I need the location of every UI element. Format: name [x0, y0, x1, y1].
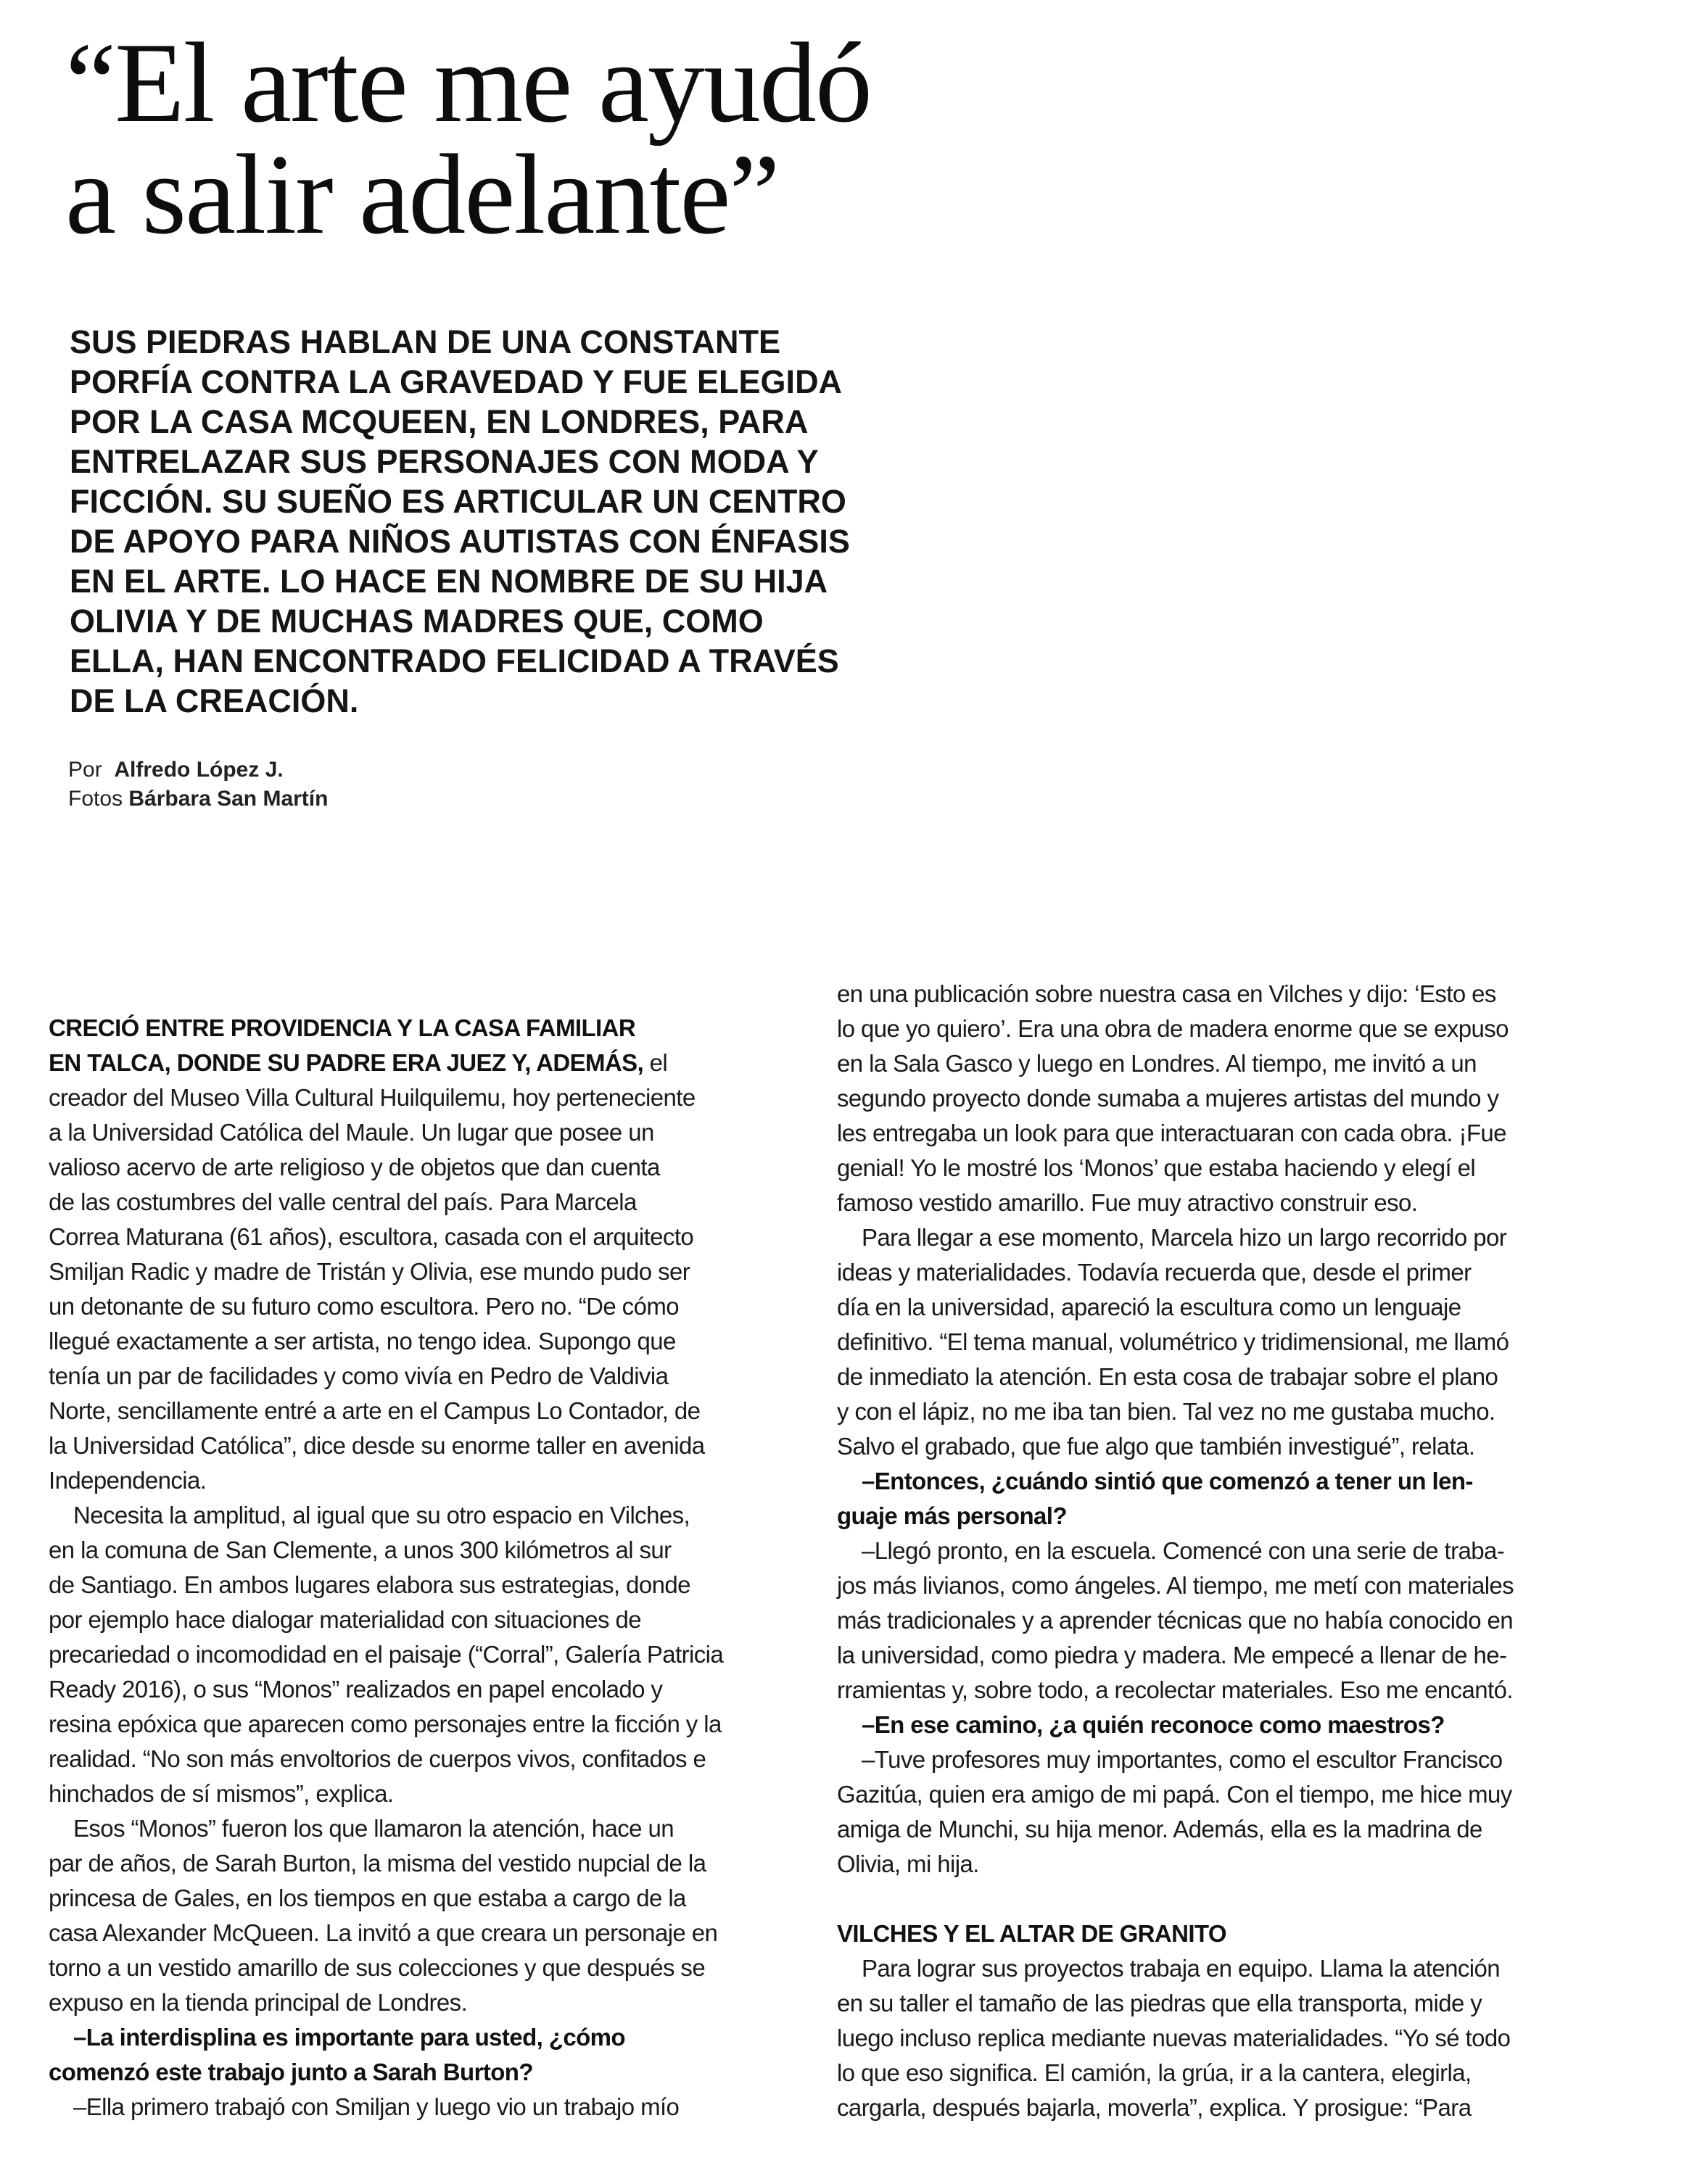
regular-text: Salvo el grabado, que fue algo que también investigué”, relata.	[837, 1433, 1475, 1460]
bold-text: –En ese camino, ¿a quién reconoce como maestros?	[862, 1711, 1445, 1738]
body-text-line	[49, 1289, 723, 1324]
regular-text: –Llegó pronto, en la escuela. Comencé con una serie de traba-	[862, 1537, 1505, 1564]
author-name: Alfredo López J.	[114, 758, 284, 782]
regular-text: expuso en la tienda principal de Londres.	[49, 1989, 468, 2016]
body-text-line	[837, 1638, 1514, 1673]
deck-line: OLIVIA Y DE MUCHAS MADRES QUE, COMO	[70, 603, 764, 640]
regular-text: genial! Yo le mostré los ‘Monos’ que estaba haciendo y elegí el	[837, 1154, 1476, 1181]
author-credit	[68, 756, 328, 785]
bold-text: CRECIÓ ENTRE PROVIDENCIA Y LA CASA FAMILIAR	[49, 1014, 636, 1041]
deck-line: ENTRELAZAR SUS PERSONAJES CON MODA Y	[70, 443, 819, 480]
body-text-line	[837, 1429, 1514, 1464]
photographer-name: Bárbara San Martín	[128, 787, 329, 811]
regular-text: por ejemplo hace dialogar materialidad con situaciones de	[49, 1606, 641, 1633]
bold-text: EN TALCA, DONDE SU PADRE ERA JUEZ Y, ADEMÁS,	[49, 1049, 644, 1076]
regular-text: más tradicionales y a aprender técnicas que no había conocido en	[837, 1607, 1514, 1634]
body-text-line	[49, 1881, 723, 1916]
author-label: Por	[68, 758, 102, 782]
body-text-line	[837, 1151, 1514, 1186]
body-text-line	[837, 977, 1514, 1012]
body-text-line	[837, 1534, 1514, 1568]
deck-line: PORFÍA CONTRA LA GRAVEDAD Y FUE ELEGIDA	[70, 363, 843, 400]
regular-text: rramientas y, sobre todo, a recolectar materiales. Eso me encantó.	[837, 1676, 1513, 1703]
body-text-line	[49, 1150, 723, 1185]
body-text-line	[837, 2021, 1514, 2056]
bold-text: guaje más personal?	[837, 1502, 1067, 1529]
regular-text: día en la universidad, apareció la escultura como un lenguaje	[837, 1294, 1461, 1320]
bold-text: –Entonces, ¿cuándo sintió que comenzó a tener un len-	[862, 1468, 1473, 1494]
body-text-line	[837, 1603, 1514, 1638]
regular-text: resina epóxica que aparecen como personajes entre la ficción y la	[49, 1711, 722, 1737]
regular-text: definitivo. “El tema manual, volumétrico y tridimensional, me llamó	[837, 1328, 1509, 1355]
body-text-line	[49, 1463, 723, 1498]
body-text-line	[837, 1394, 1514, 1429]
body-text-line	[49, 1324, 723, 1359]
regular-text: Necesita la amplitud, al igual que su otro espacio en Vilches,	[73, 1502, 690, 1529]
body-text-line	[837, 1325, 1514, 1360]
body-text-line	[49, 1707, 723, 1742]
body-text-line	[837, 1847, 1514, 1882]
regular-text: Olivia, mi hija.	[837, 1850, 979, 1877]
body-text-line	[837, 1882, 1514, 1916]
body-text-line	[49, 1254, 723, 1289]
body-text-line	[49, 1846, 723, 1881]
photos-label: Fotos	[68, 787, 123, 811]
regular-text: creador del Museo Villa Cultural Huilquilemu, hoy perteneciente	[49, 1084, 696, 1111]
body-text-line	[49, 1011, 723, 1046]
body-text-line	[49, 1742, 723, 1776]
body-text-line	[837, 1012, 1514, 1046]
regular-text: la universidad, como piedra y madera. Me empecé a llenar de he-	[837, 1642, 1507, 1668]
regular-text: Smiljan Radic y madre de Tristán y Olivia, ese mundo pudo ser	[49, 1258, 690, 1285]
regular-text: precariedad o incomodidad en el paisaje (“Corral”, Galería Patricia	[49, 1641, 724, 1668]
regular-text: Para llegar a ese momento, Marcela hizo un largo recorrido por	[862, 1224, 1507, 1251]
regular-text: les entregaba un look para que interactuaran con cada obra. ¡Fue	[837, 1120, 1506, 1146]
body-text-line	[49, 1533, 723, 1568]
body-text-line	[49, 1602, 723, 1637]
body-text-line	[49, 1672, 723, 1707]
deck-line: DE LA CREACIÓN.	[70, 682, 359, 719]
body-text-line	[49, 1046, 723, 1080]
body-text-line	[49, 1637, 723, 1672]
regular-text: luego incluso replica mediante nuevas materialidades. “Yo sé todo	[837, 2024, 1511, 2051]
body-text-line	[49, 1951, 723, 1985]
regular-text: la Universidad Católica”, dice desde su enorme taller en avenida	[49, 1432, 705, 1459]
regular-text: en una publicación sobre nuestra casa en Vilches y dijo: ‘Esto es	[837, 980, 1496, 1007]
regular-text: de inmediato la atención. En esta cosa de trabajar sobre el plano	[837, 1363, 1498, 1390]
regular-text: en la comuna de San Clemente, a unos 300 kilómetros al sur	[49, 1536, 672, 1563]
regular-text: jos más livianos, como ángeles. Al tiempo, me metí con materiales	[837, 1572, 1514, 1599]
body-text-line	[837, 1464, 1514, 1499]
body-text-line	[837, 2090, 1514, 2125]
body-text-line	[49, 1220, 723, 1254]
deck-line: POR LA CASA MCQUEEN, EN LONDRES, PARA	[70, 403, 809, 440]
regular-text: valioso acervo de arte religioso y de objetos que dan cuenta	[49, 1154, 660, 1180]
body-text-line	[837, 1951, 1514, 1986]
body-text-line	[49, 1394, 723, 1428]
regular-text: el	[643, 1049, 668, 1076]
deck-line: SUS PIEDRAS HABLAN DE UNA CONSTANTE	[70, 323, 781, 360]
regular-text: Ready 2016), o sus “Monos” realizados en papel encolado y	[49, 1676, 663, 1703]
deck-line: DE APOYO PARA NIÑOS AUTISTAS CON ÉNFASIS	[70, 523, 850, 560]
body-text-line	[837, 1186, 1514, 1220]
body-text-line	[837, 1742, 1514, 1777]
regular-text: amiga de Munchi, su hija menor. Además, ella es la madrina de	[837, 1816, 1482, 1842]
body-text-line	[49, 2020, 723, 2055]
body-text-line	[837, 1673, 1514, 1708]
body-text-line	[837, 1046, 1514, 1081]
regular-text: torno a un vestido amarillo de sus colecciones y que después se	[49, 1954, 706, 1981]
body-text-line	[837, 1916, 1514, 1951]
body-text-line	[837, 1255, 1514, 1290]
body-text-line	[837, 1708, 1514, 1742]
regular-text: en la Sala Gasco y luego en Londres. Al tiempo, me invitó a un	[837, 1050, 1477, 1077]
article-title	[65, 20, 871, 258]
byline	[68, 756, 328, 814]
regular-text: un detonante de su futuro como escultora. Pero no. “De cómo	[49, 1293, 679, 1320]
regular-text: Gazitúa, quien era amigo de mi papá. Con el tiempo, me hice muy	[837, 1781, 1512, 1808]
bold-text: –La interdisplina es importante para usted, ¿cómo	[73, 2024, 625, 2051]
body-text-line	[837, 1986, 1514, 2021]
regular-text: casa Alexander McQueen. La invitó a que creara un personaje en	[49, 1919, 718, 1946]
regular-text: hinchados de sí mismos”, explica.	[49, 1780, 394, 1807]
regular-text: princesa de Gales, en los tiempos en que estaba a cargo de la	[49, 1885, 686, 1911]
regular-text: lo que eso significa. El camión, la grúa, ir a la cantera, elegirla,	[837, 2059, 1472, 2086]
body-text-line	[837, 1081, 1514, 1116]
body-text-line	[837, 2056, 1514, 2090]
body-text-line	[49, 2055, 723, 2090]
body-text-line	[837, 1499, 1514, 1534]
body-text-line	[49, 1916, 723, 1951]
body-text-line	[837, 1290, 1514, 1325]
regular-text: a la Universidad Católica del Maule. Un lugar que posee un	[49, 1119, 654, 1146]
regular-text: en su taller el tamaño de las piedras que ella transporta, mide y	[837, 1990, 1482, 2017]
regular-text: llegué exactamente a ser artista, no tengo idea. Supongo que	[49, 1328, 676, 1354]
photo-credit	[68, 785, 328, 814]
body-text-line	[837, 1360, 1514, 1394]
body-text-line	[49, 1080, 723, 1115]
body-text-line	[49, 1811, 723, 1846]
body-text-line	[49, 1115, 723, 1150]
regular-text: segundo proyecto donde sumaba a mujeres artistas del mundo y	[837, 1085, 1499, 1112]
regular-text: cargarla, después bajarla, moverla”, explica. Y prosigue: “Para	[837, 2094, 1472, 2121]
regular-text: ideas y materialidades. Todavía recuerda que, desde el primer	[837, 1259, 1472, 1286]
body-column-1	[49, 1011, 723, 2125]
regular-text: famoso vestido amarillo. Fue muy atractivo construir eso.	[837, 1189, 1418, 1216]
regular-text: de las costumbres del valle central del país. Para Marcela	[49, 1188, 637, 1215]
body-text-line	[49, 1359, 723, 1394]
body-text-line	[49, 1568, 723, 1602]
regular-text: Norte, sencillamente entré a arte en el Campus Lo Contador, de	[49, 1397, 701, 1424]
title-line: a salir adelante”	[65, 131, 779, 258]
title-line: “El arte me ayudó	[65, 20, 871, 146]
deck-line: FICCIÓN. SU SUEÑO ES ARTICULAR UN CENTRO	[70, 483, 846, 520]
regular-text: Independencia.	[49, 1467, 207, 1494]
deck-line: ELLA, HAN ENCONTRADO FELICIDAD A TRAVÉS	[70, 642, 839, 679]
regular-text: –Ella primero trabajó con Smiljan y luego vio un trabajo mío	[73, 2093, 680, 2120]
regular-text: –Tuve profesores muy importantes, como el escultor Francisco	[862, 1746, 1503, 1773]
regular-text: y con el lápiz, no me iba tan bien. Tal vez no me gustaba mucho.	[837, 1398, 1495, 1425]
regular-text: Correa Maturana (61 años), escultora, casada con el arquitecto	[49, 1223, 694, 1250]
body-text-line	[837, 1568, 1514, 1603]
regular-text: Para lograr sus proyectos trabaja en equipo. Llama la atención	[862, 1955, 1501, 1982]
body-text-line	[49, 1985, 723, 2020]
body-text-line	[837, 1812, 1514, 1847]
regular-text: tenía un par de facilidades y como vivía en Pedro de Valdivia	[49, 1362, 669, 1389]
regular-text: Esos “Monos” fueron los que llamaron la atención, hace un	[73, 1815, 674, 1842]
deck-line: EN EL ARTE. LO HACE EN NOMBRE DE SU HIJA	[70, 563, 828, 600]
bold-text: VILCHES Y EL ALTAR DE GRANITO	[837, 1920, 1226, 1947]
regular-text: par de años, de Sarah Burton, la misma del vestido nupcial de la	[49, 1850, 706, 1877]
body-column-2	[837, 977, 1514, 2125]
regular-text: lo que yo quiero’. Era una obra de madera enorme que se expuso	[837, 1015, 1509, 1042]
bold-text: comenzó este trabajo junto a Sarah Burton?	[49, 2059, 533, 2085]
regular-text: de Santiago. En ambos lugares elabora sus estrategias, donde	[49, 1571, 690, 1598]
body-text-line	[837, 1777, 1514, 1812]
body-text-line	[49, 1428, 723, 1463]
body-text-line	[49, 2090, 723, 2125]
body-text-line	[49, 1185, 723, 1220]
body-text-line	[837, 1116, 1514, 1151]
body-text-line	[49, 1498, 723, 1533]
article-deck	[70, 322, 850, 721]
regular-text: realidad. “No son más envoltorios de cuerpos vivos, confitados e	[49, 1745, 706, 1772]
body-text-line	[837, 1220, 1514, 1255]
body-text-line	[49, 1776, 723, 1811]
